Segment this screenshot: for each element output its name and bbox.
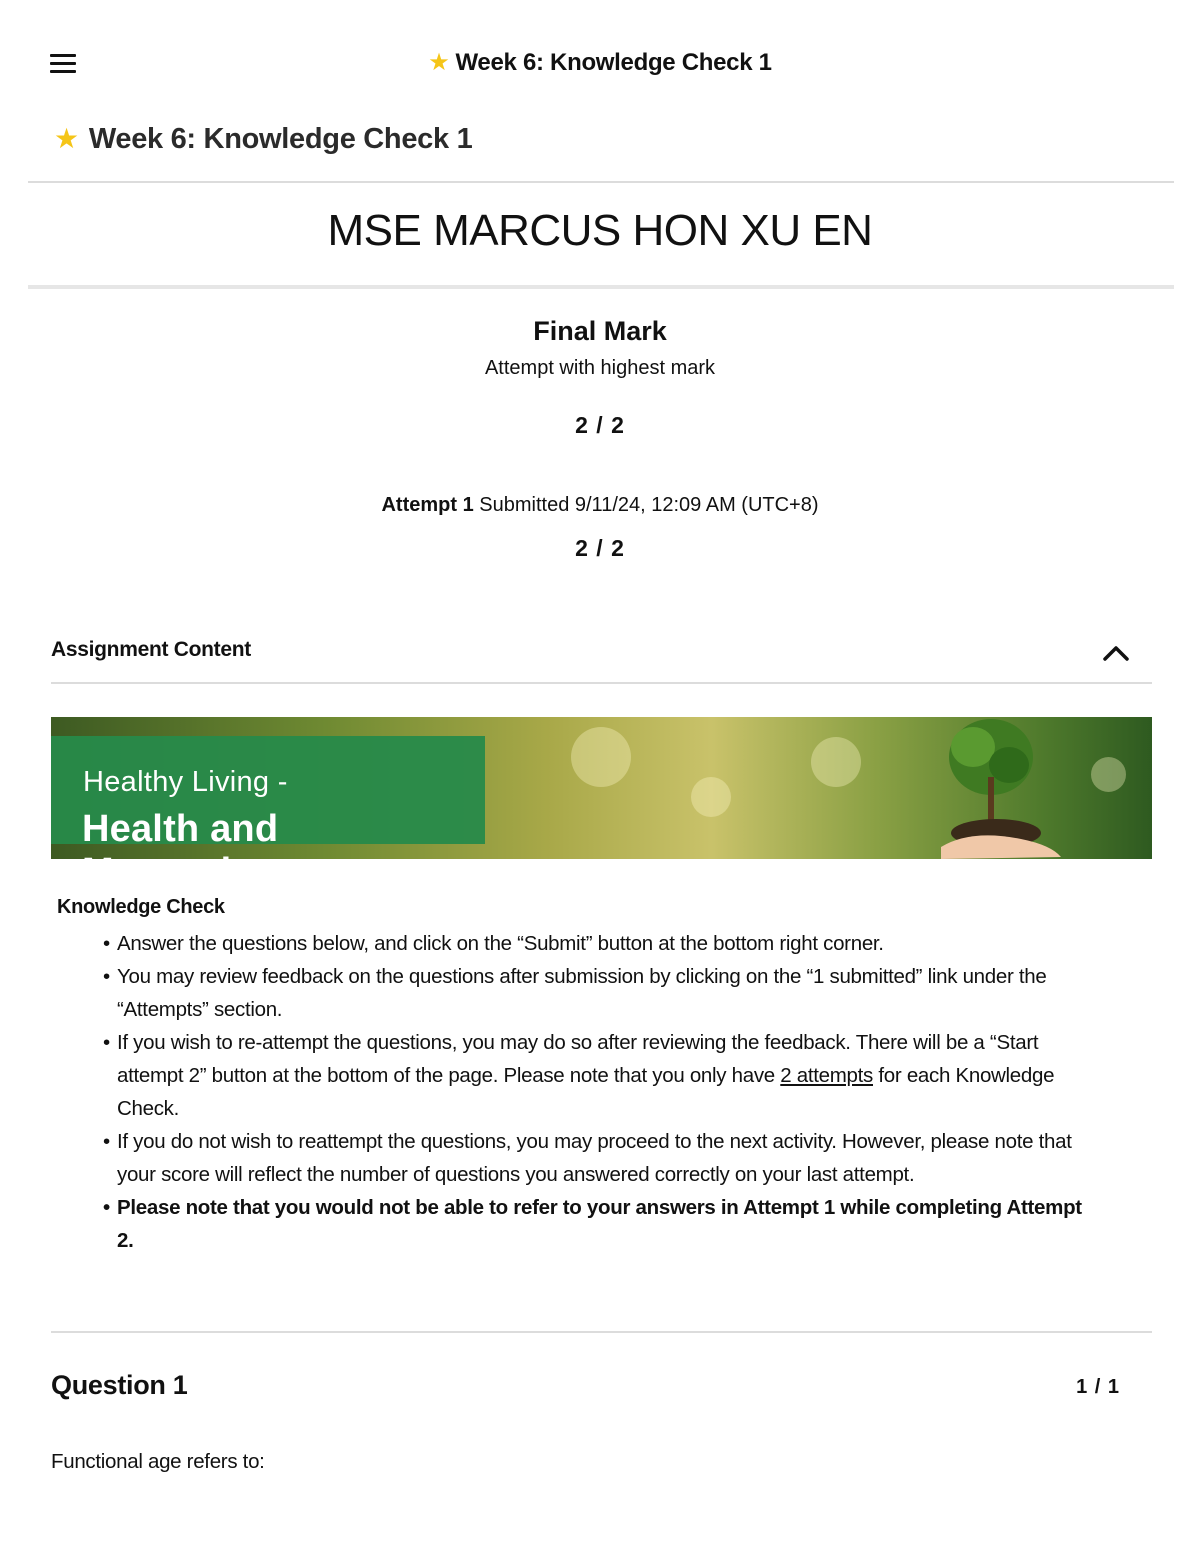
banner-subtitle: Healthy Living - — [83, 766, 288, 798]
top-bar-title-text: Week 6: Knowledge Check 1 — [455, 49, 772, 76]
final-mark-label: Final Mark — [533, 316, 667, 346]
attempt-line — [0, 494, 1200, 517]
student-name: MSE MARCUS HON XU EN — [327, 206, 873, 255]
list-item: • You may review feedback on the questions after submission by clicking on the “1 submitted” link under the “Attempts” section. — [117, 960, 1092, 1026]
question-text: Functional age refers to: — [51, 1450, 265, 1473]
divider — [51, 1331, 1152, 1333]
assignment-content-header[interactable]: Assignment Content — [51, 638, 251, 661]
knowledge-check-title: Knowledge Check — [57, 896, 225, 918]
banner-title: Health and Maturation — [82, 808, 279, 893]
instructions-list — [117, 927, 1092, 1257]
list-item: • Please note that you would not be able to refer to your answers in Attempt 1 while completing Attempt 2. — [117, 1191, 1092, 1257]
chevron-up-icon[interactable] — [1101, 640, 1131, 664]
question-score: 1 / 1 — [1076, 1376, 1120, 1398]
divider — [28, 181, 1174, 183]
list-item-text: for each Knowledge Check. — [117, 1064, 1055, 1120]
divider — [51, 682, 1152, 684]
question-title: Question 1 — [51, 1370, 188, 1400]
list-item-text: If you wish to re-attempt the questions, you may do so after reviewing the feedback. There will be a “Start attempt 2” button at the bottom of the page. Please note that you only have — [117, 1031, 1039, 1087]
list-item — [117, 1026, 1092, 1125]
list-item: • Answer the questions below, and click on the “Submit” button at the bottom right corner. — [117, 927, 1092, 960]
page-heading-text: Week 6: Knowledge Check 1 — [88, 123, 473, 155]
star-icon: ★ — [428, 49, 450, 76]
divider — [28, 285, 1174, 289]
page-heading — [54, 122, 472, 156]
attempt-submitted: Submitted 9/11/24, 12:09 AM (UTC+8) — [479, 494, 819, 516]
course-banner — [51, 717, 1152, 893]
star-icon: ★ — [54, 123, 79, 154]
final-score: 2 / 2 — [575, 412, 625, 438]
list-item: • If you do not wish to reattempt the questions, you may proceed to the next activity. However, please note that your score will reflect the number of questions you answered correctly on your last attempt. — [117, 1125, 1092, 1191]
banner-title-box — [51, 736, 485, 893]
attempt-label[interactable]: Attempt 1 — [381, 494, 474, 516]
top-bar-title — [0, 48, 1200, 77]
top-bar — [0, 0, 1200, 128]
underlined-text: 2 attempts — [780, 1064, 873, 1087]
tree-in-hand-icon — [911, 717, 1061, 859]
final-mark-subtitle: Attempt with highest mark — [484, 357, 716, 379]
attempt-score: 2 / 2 — [575, 535, 625, 561]
